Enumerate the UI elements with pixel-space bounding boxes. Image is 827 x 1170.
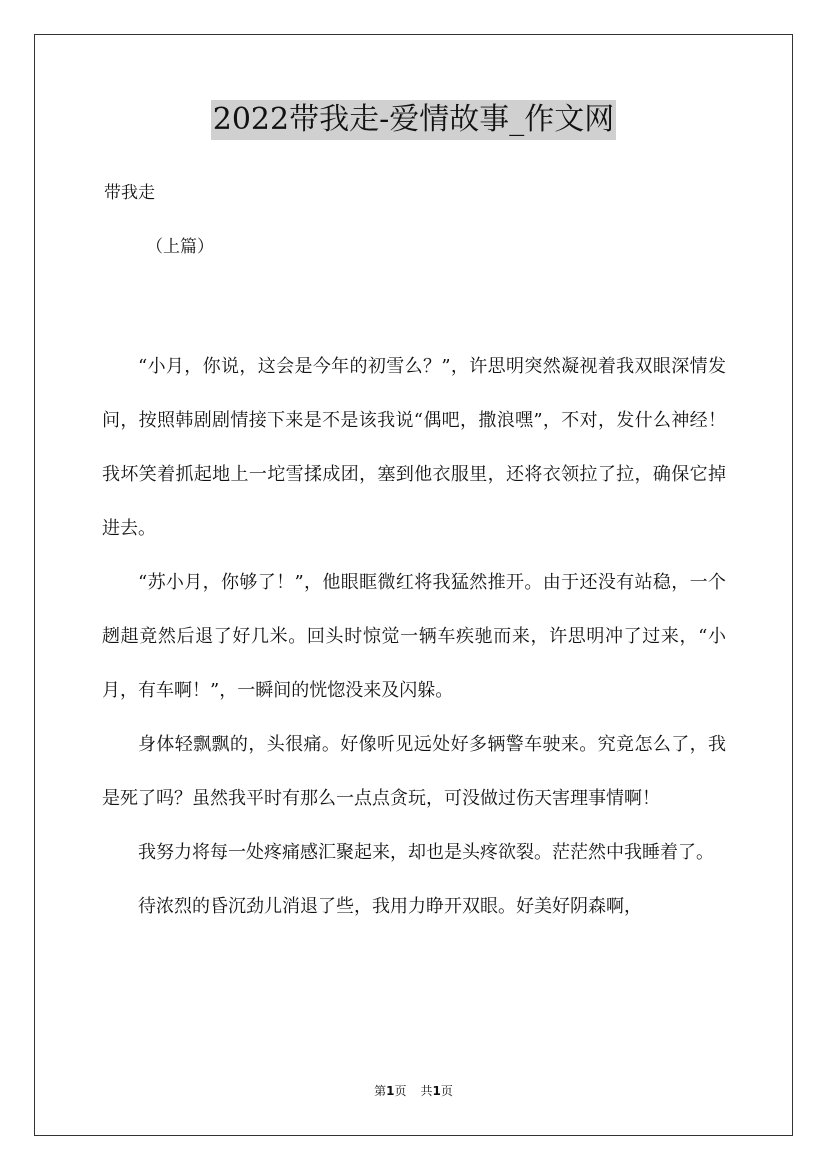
paragraph: 待浓烈的昏沉劲儿消退了些，我用力睁开双眼。好美好阴森啊，: [138, 896, 642, 917]
paragraph: “小月，你说，这会是今年的初雪么？”，许思明突然凝视着我双眼深情发问，按照韩剧剧情接下来是不是该我说“偶吧，撒浪嘿”，不对，发什么神经！我坏笑着抓起地上一坨雪揉成团，塞到他衣服里，还将衣领拉了拉，确保它掉进去。: [102, 356, 726, 539]
document-subtitle: 带我走: [104, 183, 155, 203]
page-prefix: 第: [374, 1084, 387, 1098]
document-body: [102, 340, 726, 934]
total-prefix: 共: [420, 1084, 433, 1098]
title-container: [0, 100, 827, 140]
document-title: 2022带我走-爱情故事_作文网: [211, 100, 616, 140]
part-label: （上篇）: [146, 237, 214, 257]
page-number: 1: [386, 1084, 395, 1098]
paragraph: 我努力将每一处疼痛感汇聚起来，却也是头疼欲裂。茫茫然中我睡着了。: [138, 842, 714, 863]
paragraph: 身体轻飘飘的，头很痛。好像听见远处好多辆警车驶来。究竟怎么了，我是死了吗？虽然我平时有那么一点点贪玩，可没做过伤天害理事情啊！: [102, 734, 726, 809]
total-pages: 1: [432, 1084, 441, 1098]
total-suffix: 页: [440, 1084, 453, 1098]
page-suffix: 页: [394, 1084, 407, 1098]
paragraph: “苏小月，你够了！”，他眼眶微红将我猛然推开。由于还没有站稳，一个趔趄竟然后退了好几米。回头时惊觉一辆车疾驰而来，许思明冲了过来，“小月，有车啊！”，一瞬间的恍惚没来及闪躲。: [102, 572, 726, 701]
page-footer: [0, 1082, 827, 1100]
